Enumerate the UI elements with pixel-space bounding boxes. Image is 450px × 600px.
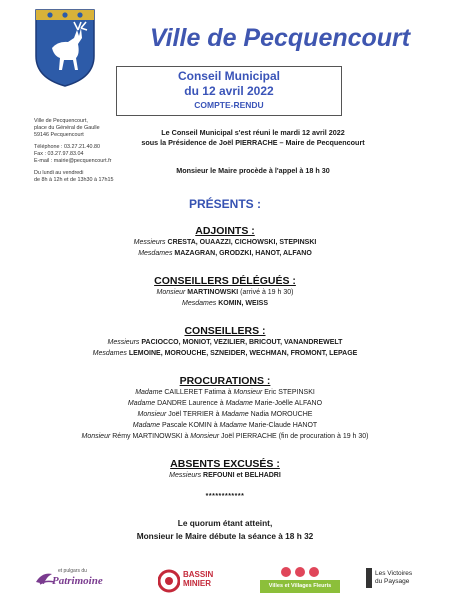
names: CRESTA, OUAAZZI, CICHOWSKI, STEPINSKI [167,239,317,246]
address-line: Ville de Pecquencourt, [34,118,88,124]
proxy-text: Nadia MOROUCHE [248,411,313,418]
civility: Madame [221,411,249,418]
civility: Monsieur [81,433,111,440]
proxy-text: Pascale KOMIN à [160,422,220,429]
section-heading: ADJOINTS : [195,225,255,237]
quorum-line: Monsieur le Maire débute la séance à 18 h 32 [136,531,314,541]
footer-logos [28,566,428,596]
civility: Messieurs [169,472,202,479]
attendee-line [0,470,450,481]
town-crest-icon [34,8,96,88]
quorum-line: Le quorum étant atteint, [177,518,273,528]
roll-call-line: Monsieur le Maire procède à l'appel à 18 h 30 [176,166,330,175]
logo-caption: et pulgars du [58,568,87,574]
proxy-text: Eric STEPINSKI [262,389,315,396]
names: LEMOINE, MOROUCHE, SZNEIDER, WECHMAN, FROMONT, LEPAGE [128,350,358,357]
attendee-line [0,337,450,348]
proxy-line [0,431,450,442]
section-heading: CONSEILLERS DÉLÉGUÉS : [154,275,296,287]
proxy-text: DANDRE Laurence à [155,400,226,407]
names: PACIOCCO, MONIOT, VEZILIER, BRICOUT, VANANDREWELT [141,339,343,346]
section-heading: CONSEILLERS : [184,325,266,337]
names: KOMIN, WEISS [218,300,268,307]
flowers-icon [278,566,322,578]
civility: Madame [127,400,156,407]
separator-stars: ************ [205,493,245,500]
attendee-line [0,248,450,259]
logo-title [375,570,412,586]
logo-title [183,570,213,588]
logo-title: Villes et Villages Fleuris [260,580,340,593]
proxy-line [0,398,450,409]
bassin-minier-emblem-icon [158,568,180,594]
logo-line: BASSIN [183,570,214,579]
civility: Mesdames [92,350,127,357]
attendee-line [0,287,450,298]
proxy-text: Joël TERRIER à [166,411,222,418]
names: REFOUNI et BELHADRI [203,472,281,479]
civility: Monsieur [156,289,186,296]
civility: Madame [132,422,161,429]
quorum-statement [0,517,450,543]
section-heading: PROCURATIONS : [179,375,271,387]
civility: Mesdames [138,250,173,257]
logo-line: Les Victoires [375,570,413,577]
bassin-minier-logo [158,566,228,596]
villes-fleuris-logo [260,566,340,596]
address-line: 59146 Pecquencourt [34,132,84,138]
delegues-section [0,275,450,309]
attendee-line [0,348,450,359]
section-heading: ABSENTS EXCUSÉS : [170,458,280,470]
attendee-line [0,298,450,309]
civility: Monsieur [233,389,263,396]
council-date: du 12 avril 2022 [184,84,274,98]
procurations-section [0,375,450,442]
civility: Monsieur [137,411,167,418]
council-title-box [116,66,342,116]
phone-line: Téléphone : 03.27.21.40.80 [34,144,100,150]
logo-bar-icon [366,568,372,588]
civility: Messieurs [107,339,140,346]
intro-line: Le Conseil Municipal s'est réuni le mardi 12 avril 2022 [161,128,345,137]
logo-title: Patrimoine [52,575,103,587]
absents-section [0,458,450,481]
presents-heading: PRÉSENTS : [188,197,261,211]
intro-line: sous la Présidence de Joël PIERRACHE – Maire de Pecquencourt [141,138,365,147]
civility: Madame [135,389,163,396]
proxy-text: Rémy MARTINOWSKI à [110,433,191,440]
conseillers-section [0,325,450,359]
proxy-line [0,387,450,398]
civility: Messieurs [133,239,166,246]
civility: Madame [225,400,253,407]
hours-line: Du lundi au vendredi [34,170,84,176]
hours-line: de 8h à 12h et de 13h30 à 17h15 [34,177,114,183]
names: MAZAGRAN, GRODZKI, HANOT, ALFANO [174,250,312,257]
victoires-paysage-logo [366,566,428,596]
proxy-line [0,420,450,431]
proxy-text: Joël PIERRACHE (fin de procuration à 19 h 30) [219,433,369,440]
logo-line: du Paysage [375,578,410,585]
note: (arrivé à 19 h 30) [240,289,294,296]
civility: Madame [219,422,247,429]
adjoints-section [0,225,450,259]
proxy-text: CAILLERET Fatima à [162,389,234,396]
email-line: E-mail : mairie@pecquencourt.fr [34,158,112,164]
patrimoine-logo [34,566,124,596]
names: MARTINOWSKI [187,289,239,296]
address-line: place du Général de Gaulle [34,125,100,131]
town-title: Ville de Pecquencourt [149,24,411,52]
report-type: COMPTE-RENDU [194,100,264,110]
fax-line: Fax : 03.27.97.83.04 [34,151,84,157]
proxy-text: Marie-Claude HANOT [246,422,318,429]
civility: Monsieur [190,433,220,440]
council-title: Conseil Municipal [177,69,280,83]
proxy-line [0,409,450,420]
logo-line: MINIER [183,579,211,588]
attendee-line [0,237,450,248]
meeting-intro [118,128,388,148]
proxy-text: Marie-Joëlle ALFANO [252,400,323,407]
civility: Mesdames [182,300,217,307]
